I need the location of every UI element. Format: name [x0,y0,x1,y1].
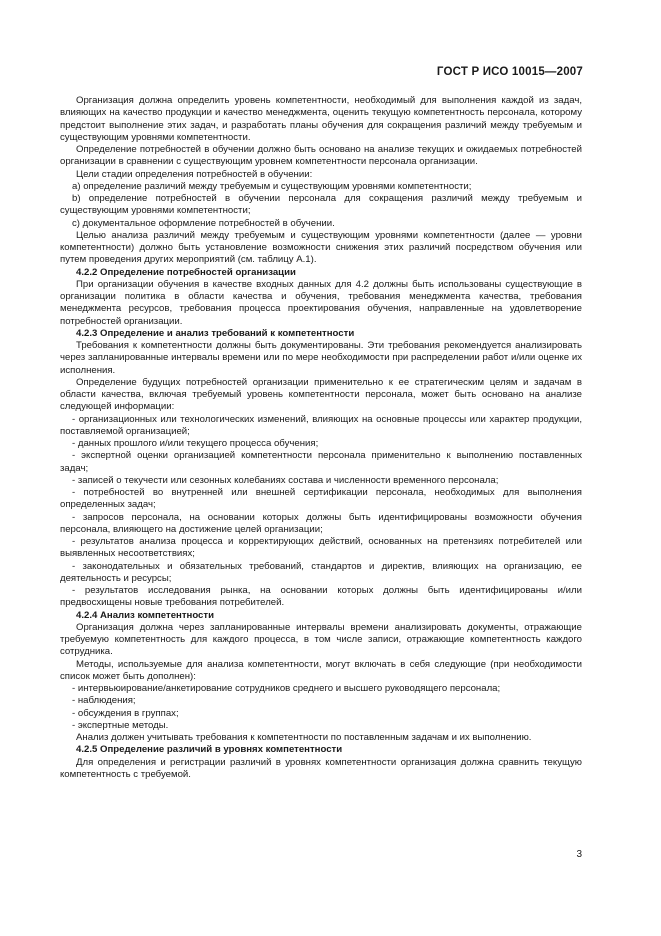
document-body [60,95,582,781]
list-item: b) определение потребностей в обучении персонала для сокращения различий между требуемым и существующим уровнями компетентности; [60,193,582,217]
list-item: - потребностей во внутренней или внешней сертификации персонала, необходимых для выполнения определенных задач; [60,487,582,511]
section-heading-4-2-4: 4.2.4 Анализ компетентности [76,609,214,621]
list-item: - интервьюирование/анкетирование сотрудников среднего и высшего руководящего персонала; [72,683,501,694]
list-item: - результатов анализа процесса и корректирующих действий, основанных на претензиях потребителей или выявленных несоответствиях; [60,536,582,560]
paragraph: Методы, используемые для анализа компетентности, могут включать в себя следующие (при необходимости список может быть дополнен): [60,658,582,682]
page-number: 3 [576,849,582,860]
document-code: ГОСТ Р ИСО 10015—2007 [436,66,583,78]
list-item: - наблюдения; [72,695,136,707]
list-item: - экспертные методы. [72,719,169,731]
list-item: - экспертной оценки организацией компетентности персонала применительно к выполнению поставленных задач; [60,450,582,474]
list-item: c) документальное оформление потребностей в обучении. [72,217,335,229]
paragraph: Организация должна определить уровень компетентности, необходимый для выполнения каждой из задач, влияющих на качество продукции и качество менеджмента, оценить текущую компетентность персонала, которому предстоит выполнение этих задач, и разработать планы обучения для сокращения различий между требуемым и существующим уровнями компетентности. [60,95,582,143]
paragraph: Определение потребностей в обучении должно быть основано на анализе текущих и ожидаемых потребностей организации в сравнении с существующим уровнем компетентности персонала организации. [60,144,582,168]
paragraph: Для определения и регистрации различий в уровнях компетентности организация должна сравнить текущую компетентность с требуемой. [60,756,582,780]
paragraph: Цели стадии определения потребностей в обучении: [76,168,313,180]
paragraph: Определение будущих потребностей организации применительно к ее стратегическим целям и задачам в области качества, включая требуемый уровень компетентности персонала, может быть основано на анализе следующей информации: [60,376,582,413]
list-item: а) определение различий между требуемым и существующим уровнями компетентности; [72,180,472,192]
list-item: - организационных или технологических изменений, влияющих на основные процессы или характер продукции, поставляемой организацией; [60,413,582,437]
list-item: - запросов персонала, на основании которых должны быть идентифицированы возможности обучения персонала, влияющего на достижение целей организации; [60,511,582,535]
list-item: - данных прошлого и/или текущего процесса обучения; [72,438,319,449]
paragraph: Организация должна через запланированные интервалы времени анализировать документы, отражающие требуемую компетентность для каждого процесса, в том числе записи, отражающие компетентность каждого сотрудника. [60,621,582,658]
section-heading-4-2-5: 4.2.5 Определение различий в уровнях компетентности [76,744,343,756]
paragraph: Целью анализа различий между требуемым и существующим уровнями компетентности (далее — уровни компетентности) должно быть установление возможности снижения этих различий посредством обучения или путем проведения других мероприятий (см. таблицу А.1). [60,229,582,266]
section-heading-4-2-2: 4.2.2 Определение потребностей организации [76,266,296,278]
list-item: - записей о текучести или сезонных колебаниях состава и численности временного персонала; [72,474,499,486]
section-heading-4-2-3: 4.2.3 Определение и анализ требований к компетентности [76,327,355,339]
list-item: - результатов исследования рынка, на основании которых должны быть идентифицированы и/или предвосхищены новые требования потребителей. [60,585,582,609]
list-item: - законодательных и обязательных требований, стандартов и директив, влияющих на организацию, ее деятельность и ресурсы; [60,560,582,584]
paragraph: При организации обучения в качестве входных данных для 4.2 должны быть использованы существующие в организации политика в области качества и обучения, требования менеджмента качества, требования менеджмента ресурсов, требования процесса проектирования обучения, направленные на удовлетворение потребностей организации. [60,278,582,327]
list-item: - обсуждения в группах; [72,707,179,719]
paragraph: Требования к компетентности должны быть документированы. Эти требования рекомендуется анализировать через запланированные интервалы времени или по мере необходимости при распределении работ и/или оценке их исполнения. [60,340,582,376]
paragraph: Анализ должен учитывать требования к компетентности по поставленным задачам и их выполнению. [76,732,532,743]
